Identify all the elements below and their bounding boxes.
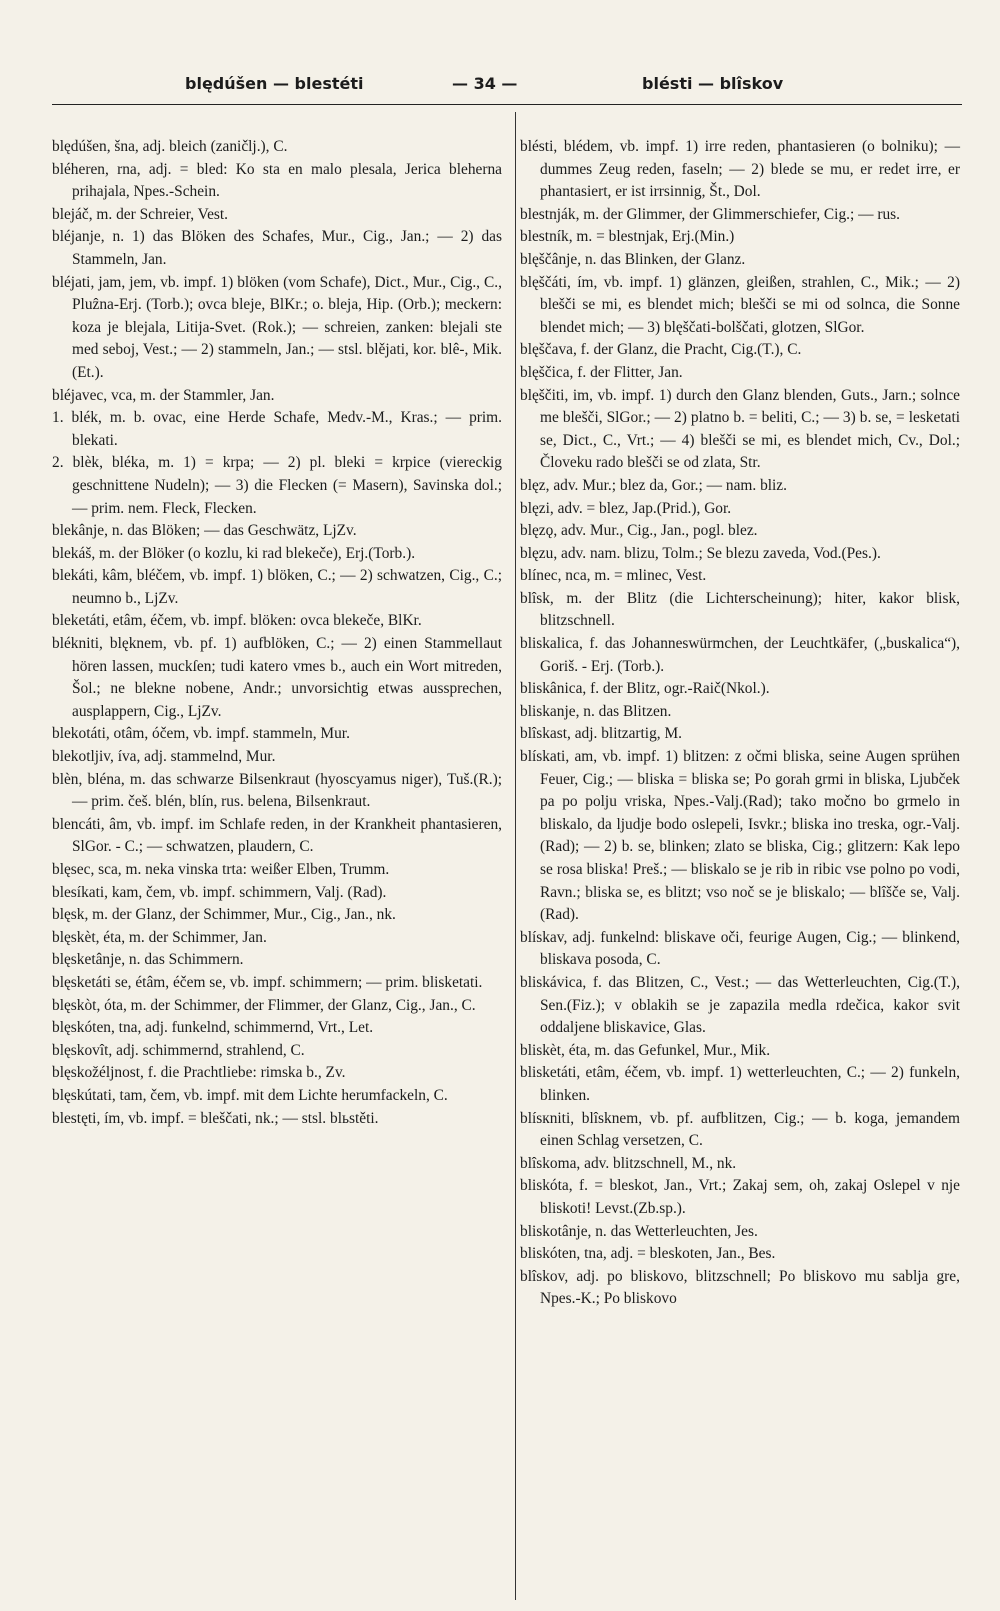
left-column xyxy=(52,136,502,1130)
dictionary-entry: blèn, bléna, m. das schwarze Bilsenkraut (hyoscyamus niger), Tuš.(R.); — prim. češ. blén, blín, rus. belena, Bilsenkraut. xyxy=(52,770,502,811)
dictionary-entry: blęskèt, éta, m. der Schimmer, Jan. xyxy=(52,928,267,946)
dictionary-entry: bliskânica, f. der Blitz, ogr.-Raič(Nkol.). xyxy=(520,680,770,698)
dictionary-entry: blęsk, m. der Glanz, der Schimmer, Mur., Cig., Jan., nk. xyxy=(52,906,396,924)
dictionary-entry: blekáš, m. der Blöker (o kozlu, ki rad blekeče), Erj.(Torb.). xyxy=(52,544,416,562)
dictionary-entry: blekotáti, otâm, óčem, vb. impf. stammeln, Mur. xyxy=(52,725,350,743)
dictionary-entry: 1. blék, m. b. ovac, eine Herde Schafe, Medv.-M., Kras.; — prim. blekati. xyxy=(52,409,502,449)
dictionary-entry: bliskotânje, n. das Wetterleuchten, Jes. xyxy=(520,1222,758,1240)
dictionary-entry: blestník, m. = blestnjak, Erj.(Min.) xyxy=(520,228,735,246)
dictionary-entry: blîsk, m. der Blitz (die Lichterscheinung); hiter, kakor blisk, blitzschnell. xyxy=(520,589,960,630)
dictionary-entry: bléheren, rna, adj. = bled: Ko sta en malo plesala, Jerica bleherna prihajala, Npes.-Schein. xyxy=(52,160,502,201)
dictionary-entry: blęskovît, adj. schimmernd, strahlend, C. xyxy=(52,1041,305,1059)
dictionary-entry: blejáč, m. der Schreier, Vest. xyxy=(52,205,229,223)
dictionary-entry: bliskèt, éta, m. das Gefunkel, Mur., Mik. xyxy=(520,1041,771,1059)
dictionary-entry: blestęti, ím, vb. impf. = bleščati, nk.; — stsl. blьstěti. xyxy=(52,1109,379,1127)
dictionary-entry: bléjati, jam, jem, vb. impf. 1) blöken (vom Schafe), Dict., Mur., Cig., C., Pluẑna-Erj. (Torb.); ovca bleje, BlKr.; o. bleja, Hip. (Orb.); meckern: koza je blejala, Litija-Svet. (Rok.); — schreien, zanken: blejali ste med seboj, Vest.; — 2) stammeln, Jan.; — stsl. blějati, kor. blê-, Mik.(Et.). xyxy=(52,273,502,381)
dictionary-entry: blęskožéljnost, f. die Prachtliebe: rimska b., Zv. xyxy=(52,1064,346,1082)
dictionary-entry: blestnják, m. der Glimmer, der Glimmerschiefer, Cig.; — rus. xyxy=(520,205,901,223)
dictionary-entry: blęzi, adv. = blez, Jap.(Prid.), Gor. xyxy=(520,499,732,517)
dictionary-entry: blékniti, blęknem, vb. pf. 1) aufblöken, C.; — 2) einen Stammellaut hören lassen, muckſen; tudi katero vmes b., auch ein Wort mitreden, Šol.; ne blekne nobene, Andr.; unvorsichtig etwas aussprechen, ausplappern, Cig., LjZv. xyxy=(52,635,502,720)
dictionary-entry: blęsketáti se, étâm, éčem se, vb. impf. schimmern; — prim. blisketati. xyxy=(52,973,483,991)
dictionary-entry: blęščava, f. der Glanz, die Pracht, Cig.(T.), C. xyxy=(520,341,802,359)
dictionary-entry: blisketáti, etâm, éčem, vb. impf. 1) wetterleuchten, C.; — 2) funkeln, blinken. xyxy=(520,1064,960,1104)
dictionary-entry: blęzǫ, adv. Mur., Cig., Jan., pogl. blez. xyxy=(520,522,758,540)
dictionary-entry: blęsketânje, n. das Schimmern. xyxy=(52,951,244,969)
dictionary-entry: blędúšen, šna, adj. bleich (zaničlj.), C. xyxy=(52,138,288,155)
dictionary-entry: bliskalica, f. das Johanneswürmchen, der Leuchtkäfer, („buskalica“), Goriš. - Erj. (Torb.). xyxy=(520,635,960,675)
header-rule xyxy=(52,104,962,105)
dictionary-entry: blęskòt, óta, m. der Schimmer, der Flimmer, der Glanz, Cig., Jan., C. xyxy=(52,996,476,1014)
dictionary-entry: bliskóten, tna, adj. = bleskoten, Jan., Bes. xyxy=(520,1245,776,1263)
dictionary-entry: blekáti, kâm, bléčem, vb. impf. 1) blöken, C.; — 2) schwatzen, Cig., C.; neumno b., LjZv. xyxy=(52,567,502,607)
page-header xyxy=(0,70,1000,100)
dictionary-entry: blęzu, adv. nam. blizu, Tolm.; Se blezu zaveda, Vod.(Pes.). xyxy=(520,544,881,562)
dictionary-entry: blencáti, âm, vb. impf. im Schlafe reden, in der Krankheit phantasieren, SlGor. - C.; — schwatzen, plaudern, C. xyxy=(52,815,502,856)
dictionary-entry: blískav, adj. funkelnd: bliskave oči, feurige Augen, Cig.; — blinkend, bliskava posoda, C. xyxy=(520,928,960,969)
dictionary-entry: bleketáti, etâm, éčem, vb. impf. blöken: ovca blekeče, BlKr. xyxy=(52,612,422,630)
header-left-guide: blędúšen — blestéti xyxy=(185,74,364,93)
dictionary-entry: blekânje, n. das Blöken; — das Geschwätz, LjZv. xyxy=(52,522,357,540)
dictionary-entry: blęščiti, im, vb. impf. 1) durch den Glanz blenden, Guts., Jarn.; solnce me blešči, SlGor.; — 2) platno b. = beliti, C.; — 3) b. se, = lesketati se, Dict., C., Vrt.; — 4) blešči se mi, es blendet mich, Cv., Dol.; Človeku rado blešči se od zlata, Str. xyxy=(520,386,960,472)
dictionary-entry: blesíkati, kam, čem, vb. impf. schimmern, Valj. (Rad). xyxy=(52,883,387,901)
dictionary-entry: blęz, adv. Mur.; blez da, Gor.; — nam. bliz. xyxy=(520,476,787,494)
column-divider xyxy=(515,112,516,1600)
dictionary-entry: blęskútati, tam, čem, vb. impf. mit dem Lichte herumfackeln, C. xyxy=(52,1086,448,1104)
dictionary-entry: blîskoma, adv. blitzschnell, M., nk. xyxy=(520,1154,737,1172)
dictionary-entry: blęščica, f. der Flitter, Jan. xyxy=(520,363,683,381)
dictionary-entry: bléjanje, n. 1) das Blöken des Schafes, Mur., Cig., Jan.; — 2) das Stammeln, Jan. xyxy=(52,228,502,268)
dictionary-entry: blęsec, sca, m. neka vinska trta: weißer Elben, Trumm. xyxy=(52,861,390,878)
dictionary-entry: bliskávica, f. das Blitzen, C., Vest.; — das Wetterleuchten, Cig.(T.), Sen.(Fiz.); v oblakih se je zapazila medla rdečica, kakor svit oddaljene bliskavice, Glas. xyxy=(520,973,960,1037)
dictionary-entry: blísкniti, blîsknem, vb. pf. aufblitzen, Cig.; — b. koga, jemandem einen Schlag versetzen, C. xyxy=(520,1109,960,1150)
dictionary-entry: bliskanje, n. das Blitzen. xyxy=(520,702,672,720)
dictionary-entry: blínec, nca, m. = mlinec, Vest. xyxy=(520,567,707,585)
dictionary-entry: blésti, blédem, vb. impf. 1) irre reden, phantasieren (o bolniku); — dummes Zeug reden, faseln; — 2) blede se mu, er redet irre, er phantasiert, er ist irrsinnig, Št., Dol. xyxy=(520,138,960,201)
dictionary-entry: bléjavec, vca, m. der Stammler, Jan. xyxy=(52,386,275,404)
right-column xyxy=(520,136,960,1311)
page-number: — 34 — xyxy=(452,74,518,93)
dictionary-entry: blekotljiv, íva, adj. stammelnd, Mur. xyxy=(52,748,276,766)
dictionary-entry: 2. blèk, bléka, m. 1) = krpa; — 2) pl. bleki = krpice (viereckig geschnittene Nudeln); — 3) die Flecken (= Masern), Savinska dol.; — prim. nem. Fleck, Flecken. xyxy=(52,454,502,517)
dictionary-entry: blęščáti, ím, vb. impf. 1) glänzen, gleißen, strahlen, C., Mik.; — 2) blešči se mi, es blendet mich; blešči se mi od solnca, die Sonne blendet mich; — 3) blęščati-bolščati, glotzen, SlGor. xyxy=(520,273,960,336)
dictionary-entry: blîskov, adj. po bliskovo, blitzschnell; Po bliskovo mu sablja gre, Npes.-K.; Po bliskovo xyxy=(520,1267,960,1308)
dictionary-entry: blęščânje, n. das Blinken, der Glanz. xyxy=(520,250,746,268)
header-right-guide: blésti — blîskov xyxy=(642,74,784,93)
dictionary-entry: bliskóta, f. = bleskot, Jan., Vrt.; Zakaj sem, oh, zakaj Oslepel v nje bliskoti! Levst.(Zb.sp.). xyxy=(520,1177,960,1217)
dictionary-entry: blîskast, adj. blitzartig, M. xyxy=(520,725,683,743)
dictionary-entry: blęskóten, tna, adj. funkelnd, schimmernd, Vrt., Let. xyxy=(52,1019,374,1037)
dictionary-entry: blískati, am, vb. impf. 1) blitzen: z očmi bliska, seine Augen sprühen Feuer, Cig.; — bliska = bliska se; Po gorah grmi in bliska, Ljubček pa po polju vriska, Npes.-Valj.(Rad); tako močno bo grmelo in bliskalo, da ljudje bodo oslepeli, Isvkr.; bliska ino treska, ogr.-Valj.(Rad); — 2) b. se, blinken; zlato se bliska, Cig.; glitzern: Kak lepo se rosa bliska! Preš.; — bliskalo se je rib in ribic vse polno po vodi, Ravn.; bliska se, es blitzt; vso noč se je bliskalo; — blîšče se, Valj.(Rad). xyxy=(520,748,960,924)
